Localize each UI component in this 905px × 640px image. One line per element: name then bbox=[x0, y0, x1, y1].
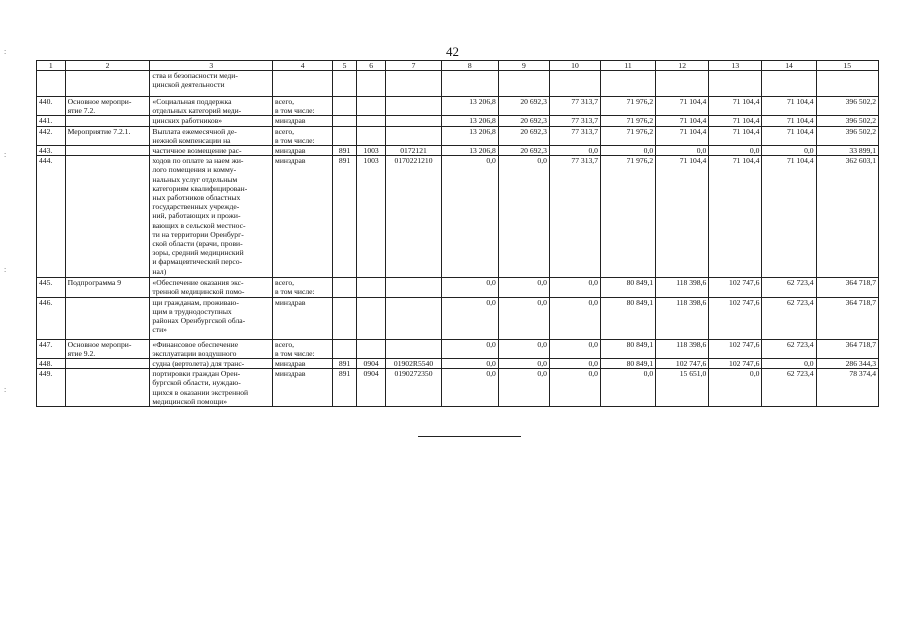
table-cell: 396 502,2 bbox=[816, 116, 878, 126]
table-cell bbox=[356, 126, 386, 145]
table-cell bbox=[65, 71, 150, 97]
table-cell bbox=[356, 97, 386, 116]
table-cell bbox=[356, 278, 386, 297]
table-cell bbox=[656, 71, 709, 97]
table-cell: 78 374,4 bbox=[816, 369, 878, 407]
table-cell: 0,0 bbox=[762, 359, 816, 369]
table-cell: 447. bbox=[37, 339, 66, 358]
table-cell: 0,0 bbox=[549, 278, 600, 297]
table-cell: 71 104,4 bbox=[709, 116, 762, 126]
table-cell: 71 104,4 bbox=[709, 156, 762, 278]
table-cell: 0172121 bbox=[386, 146, 441, 156]
table-cell: 77 313,7 bbox=[549, 116, 600, 126]
table-cell: 102 747,6 bbox=[709, 297, 762, 339]
table-cell: 446. bbox=[37, 297, 66, 339]
column-header: 12 bbox=[656, 61, 709, 71]
table-cell: 0,0 bbox=[498, 297, 549, 339]
table-cell: 0,0 bbox=[549, 297, 600, 339]
table-cell: 80 849,1 bbox=[600, 297, 655, 339]
page-number: 42 bbox=[446, 44, 459, 59]
table-cell: 0,0 bbox=[549, 339, 600, 358]
table-cell: ства и безопасности меди- цинской деятельности bbox=[150, 71, 273, 97]
table-cell bbox=[65, 146, 150, 156]
budget-table bbox=[36, 60, 879, 407]
table-cell: 0904 bbox=[356, 369, 386, 407]
column-header: 15 bbox=[816, 61, 878, 71]
table-cell: 77 313,7 bbox=[549, 126, 600, 145]
table-cell: цинских работников» bbox=[150, 116, 273, 126]
column-header: 7 bbox=[386, 61, 441, 71]
table-cell bbox=[386, 339, 441, 358]
table-row bbox=[37, 339, 879, 358]
column-header: 13 bbox=[709, 61, 762, 71]
margin-mark: : bbox=[4, 385, 7, 394]
table-cell: 0,0 bbox=[600, 369, 655, 407]
table-cell: судна (вертолета) для транс- bbox=[150, 359, 273, 369]
table-cell: всего, в том числе: bbox=[273, 126, 333, 145]
table-cell: 71 104,4 bbox=[656, 116, 709, 126]
table-cell: 445. bbox=[37, 278, 66, 297]
table-cell bbox=[498, 71, 549, 97]
table-cell: портировки граждан Орен- бургской области, нуждаю- щихся в оказании экстренной медицинской помощи» bbox=[150, 369, 273, 407]
table-cell: 0,0 bbox=[549, 359, 600, 369]
table-cell: 15 651,0 bbox=[656, 369, 709, 407]
table-cell: 441. bbox=[37, 116, 66, 126]
table-cell: 71 104,4 bbox=[656, 97, 709, 116]
table-cell: 891 bbox=[333, 369, 357, 407]
column-header: 9 bbox=[498, 61, 549, 71]
table-cell: 449. bbox=[37, 369, 66, 407]
table-cell: Подпрограмма 9 bbox=[65, 278, 150, 297]
table-cell: 443. bbox=[37, 146, 66, 156]
table-cell: 13 206,8 bbox=[441, 126, 498, 145]
table-cell: 20 692,3 bbox=[498, 126, 549, 145]
table-cell: 891 bbox=[333, 146, 357, 156]
table-cell bbox=[356, 297, 386, 339]
table-cell: «Социальная поддержка отдельных категорий меди- bbox=[150, 97, 273, 116]
table-cell: 71 104,4 bbox=[709, 97, 762, 116]
table-cell: 102 747,6 bbox=[709, 278, 762, 297]
table-cell: 891 bbox=[333, 156, 357, 278]
table-cell: 0,0 bbox=[600, 146, 655, 156]
table-cell: 0,0 bbox=[498, 369, 549, 407]
table-cell: 362 603,1 bbox=[816, 156, 878, 278]
table-cell: 77 313,7 bbox=[549, 156, 600, 278]
table-cell bbox=[273, 71, 333, 97]
table-cell bbox=[333, 126, 357, 145]
table-cell: 80 849,1 bbox=[600, 339, 655, 358]
table-cell bbox=[386, 126, 441, 145]
table-cell: всего, в том числе: bbox=[273, 97, 333, 116]
table-cell: 62 723,4 bbox=[762, 369, 816, 407]
table-cell bbox=[333, 339, 357, 358]
column-header: 4 bbox=[273, 61, 333, 71]
table-cell bbox=[65, 116, 150, 126]
table-row bbox=[37, 369, 879, 407]
table-cell: 0,0 bbox=[656, 146, 709, 156]
table-cell: 396 502,2 bbox=[816, 126, 878, 145]
table-cell bbox=[333, 297, 357, 339]
table-cell bbox=[386, 97, 441, 116]
table-cell: 80 849,1 bbox=[600, 278, 655, 297]
table-cell: 13 206,8 bbox=[441, 116, 498, 126]
table-cell: 0,0 bbox=[441, 156, 498, 278]
table-cell: 0,0 bbox=[498, 156, 549, 278]
table-cell: 1003 bbox=[356, 146, 386, 156]
table-cell: щи гражданам, проживаю- щим в труднодоступных районах Оренбургской обла- сти» bbox=[150, 297, 273, 339]
table-cell: Выплата ежемесячной де- нежной компенсации на bbox=[150, 126, 273, 145]
table-cell: 71 976,2 bbox=[600, 116, 655, 126]
table-row bbox=[37, 278, 879, 297]
table-cell: 71 104,4 bbox=[762, 97, 816, 116]
table-cell: 62 723,4 bbox=[762, 297, 816, 339]
table-cell: 444. bbox=[37, 156, 66, 278]
margin-mark: : bbox=[4, 47, 7, 56]
table-cell: 891 bbox=[333, 359, 357, 369]
table-cell: всего, в том числе: bbox=[273, 339, 333, 358]
table-cell: 448. bbox=[37, 359, 66, 369]
table-cell: 71 104,4 bbox=[656, 126, 709, 145]
table-cell: 0,0 bbox=[762, 146, 816, 156]
table-cell: 33 899,1 bbox=[816, 146, 878, 156]
table-cell: 0,0 bbox=[441, 359, 498, 369]
table-cell: Основное меропри- ятие 7.2. bbox=[65, 97, 150, 116]
table-cell bbox=[386, 297, 441, 339]
column-header: 10 bbox=[549, 61, 600, 71]
table-cell: 396 502,2 bbox=[816, 97, 878, 116]
table-cell: 0,0 bbox=[441, 339, 498, 358]
table-cell: 0,0 bbox=[441, 278, 498, 297]
table-cell: 77 313,7 bbox=[549, 97, 600, 116]
table-cell: 0,0 bbox=[498, 278, 549, 297]
table-cell: 0170221210 bbox=[386, 156, 441, 278]
column-header: 3 bbox=[150, 61, 273, 71]
table-cell bbox=[333, 116, 357, 126]
table-cell: 442. bbox=[37, 126, 66, 145]
table-cell: 118 398,6 bbox=[656, 339, 709, 358]
margin-mark: : bbox=[4, 150, 7, 159]
table-row bbox=[37, 359, 879, 369]
table-cell: Основное меропри- ятие 9.2. bbox=[65, 339, 150, 358]
table-cell bbox=[386, 71, 441, 97]
table-cell: 62 723,4 bbox=[762, 339, 816, 358]
table-cell: 0,0 bbox=[709, 369, 762, 407]
table-cell: 0190272350 bbox=[386, 369, 441, 407]
table-cell: 0,0 bbox=[441, 297, 498, 339]
table-cell: 102 747,6 bbox=[709, 339, 762, 358]
table-cell: 118 398,6 bbox=[656, 297, 709, 339]
table-row bbox=[37, 156, 879, 278]
column-header: 14 bbox=[762, 61, 816, 71]
column-header: 2 bbox=[65, 61, 150, 71]
table-cell: частичное возмещение рас- bbox=[150, 146, 273, 156]
table-cell: 20 692,3 bbox=[498, 116, 549, 126]
table-cell: 364 718,7 bbox=[816, 339, 878, 358]
table-cell: «Обеспечение оказания экс- тренной медицинской помо- bbox=[150, 278, 273, 297]
table-cell bbox=[356, 339, 386, 358]
table-cell: 71 104,4 bbox=[762, 126, 816, 145]
table-cell: Мероприятие 7.2.1. bbox=[65, 126, 150, 145]
table-cell: 71 976,2 bbox=[600, 97, 655, 116]
margin-mark: : bbox=[4, 265, 7, 274]
table-cell: 0,0 bbox=[498, 359, 549, 369]
table-cell: 20 692,3 bbox=[498, 97, 549, 116]
table-cell bbox=[816, 71, 878, 97]
table-cell: 440. bbox=[37, 97, 66, 116]
table-cell: 71 976,2 bbox=[600, 126, 655, 145]
table-cell: 364 718,7 bbox=[816, 297, 878, 339]
table-cell: 102 747,6 bbox=[656, 359, 709, 369]
table-cell: 286 344,3 bbox=[816, 359, 878, 369]
table-cell: 0,0 bbox=[709, 146, 762, 156]
table-cell bbox=[65, 369, 150, 407]
table-row bbox=[37, 116, 879, 126]
table-cell bbox=[600, 71, 655, 97]
column-header: 1 bbox=[37, 61, 66, 71]
table-cell: всего, в том числе: bbox=[273, 278, 333, 297]
table-cell bbox=[37, 71, 66, 97]
footer-divider bbox=[418, 436, 521, 437]
table-cell: 102 747,6 bbox=[709, 359, 762, 369]
table-row bbox=[37, 126, 879, 145]
table-cell bbox=[333, 278, 357, 297]
table-cell bbox=[65, 297, 150, 339]
table-cell: 0,0 bbox=[549, 146, 600, 156]
column-header: 8 bbox=[441, 61, 498, 71]
table-cell: 13 206,8 bbox=[441, 97, 498, 116]
table-cell: 20 692,3 bbox=[498, 146, 549, 156]
table-row bbox=[37, 146, 879, 156]
table-cell bbox=[333, 97, 357, 116]
table-cell: 0904 bbox=[356, 359, 386, 369]
table-cell: 0,0 bbox=[498, 339, 549, 358]
table-cell: 80 849,1 bbox=[600, 359, 655, 369]
column-header: 6 bbox=[356, 61, 386, 71]
table-row bbox=[37, 71, 879, 97]
table-cell: минздрав bbox=[273, 116, 333, 126]
table-cell bbox=[333, 71, 357, 97]
table-cell: 364 718,7 bbox=[816, 278, 878, 297]
table-cell bbox=[709, 71, 762, 97]
table-cell: 0,0 bbox=[441, 369, 498, 407]
table-cell: 71 104,4 bbox=[656, 156, 709, 278]
header-row bbox=[37, 61, 879, 71]
table-cell: ходов по оплате за наем жи- лого помещения и комму- нальных услуг отдельным категориям квалифицирован- ных работников областных государственных учрежде- ний, работающих и прожи- вающих в сельской местнос- ти на территории Оренбург- ской области (врачи, прови- зоры, средний медицинский и фармацевтический персо- нал) bbox=[150, 156, 273, 278]
table-row bbox=[37, 97, 879, 116]
table-cell bbox=[441, 71, 498, 97]
table-cell bbox=[386, 278, 441, 297]
table-cell: 71 976,2 bbox=[600, 156, 655, 278]
table-row bbox=[37, 297, 879, 339]
table-cell bbox=[356, 71, 386, 97]
table-cell bbox=[386, 116, 441, 126]
table-cell: 71 104,4 bbox=[709, 126, 762, 145]
column-header: 5 bbox=[333, 61, 357, 71]
table-cell: минздрав bbox=[273, 359, 333, 369]
table-cell: 0,0 bbox=[549, 369, 600, 407]
table-cell bbox=[762, 71, 816, 97]
table-cell: 01902R5540 bbox=[386, 359, 441, 369]
table-cell bbox=[549, 71, 600, 97]
table-cell: 118 398,6 bbox=[656, 278, 709, 297]
table-cell: минздрав bbox=[273, 297, 333, 339]
table-cell: 62 723,4 bbox=[762, 278, 816, 297]
table-cell: «Финансовое обеспечение эксплуатации воздушного bbox=[150, 339, 273, 358]
table-cell: 71 104,4 bbox=[762, 116, 816, 126]
column-header: 11 bbox=[600, 61, 655, 71]
table-cell: 13 206,8 bbox=[441, 146, 498, 156]
table-cell: 1003 bbox=[356, 156, 386, 278]
table-cell: минздрав bbox=[273, 369, 333, 407]
table-cell bbox=[65, 359, 150, 369]
table-cell bbox=[356, 116, 386, 126]
table-cell: минздрав bbox=[273, 146, 333, 156]
table-cell: 71 104,4 bbox=[762, 156, 816, 278]
table-cell bbox=[65, 156, 150, 278]
table-cell: минздрав bbox=[273, 156, 333, 278]
